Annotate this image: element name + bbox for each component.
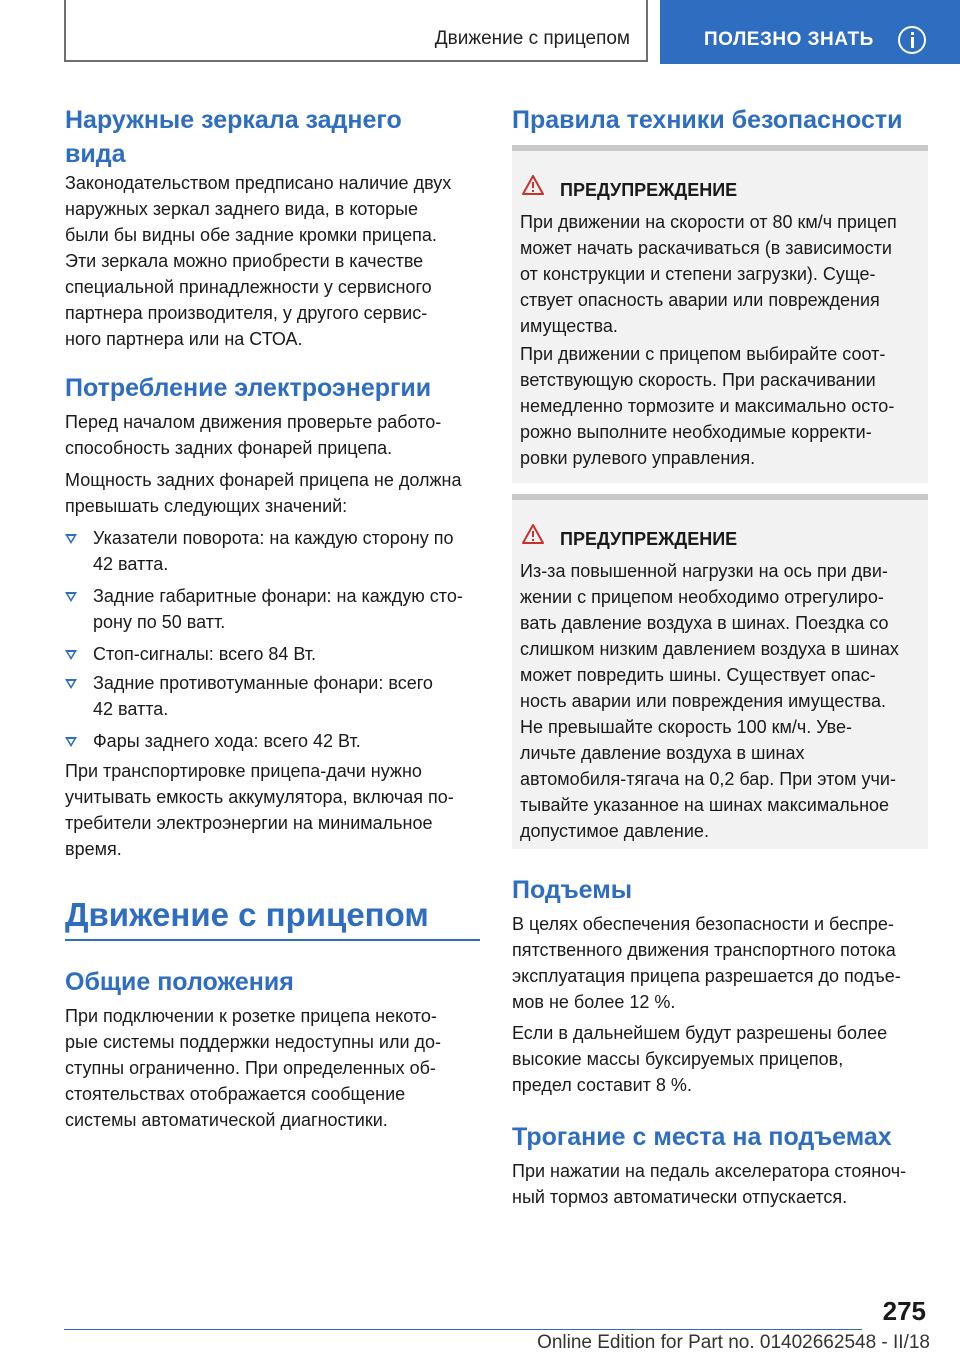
tab-label: ПОЛЕЗНО ЗНАТЬ (704, 29, 874, 50)
text-line: слишком низким давлением воздуха в шинах (520, 639, 899, 659)
warning-title: ПРЕДУПРЕЖДЕНИЕ (560, 529, 738, 549)
text-line: рожно выполните необходимые корректи- (520, 422, 872, 442)
text-line: автомобиля-тягача на 0,2 бар. При этом учи- (520, 769, 896, 789)
text-line: партнера производителя, у другого сервис- (65, 303, 428, 323)
warning-paragraph (520, 209, 928, 339)
bullet-triangle-icon (65, 737, 77, 747)
warning-paragraph (520, 341, 928, 471)
text-line: Перед началом движения проверьте работо- (65, 412, 442, 432)
text-line: 42 ватта. (93, 554, 169, 574)
text-line: вать давление воздуха в шинах. Поездка со (520, 613, 889, 633)
mirrors-heading (65, 103, 402, 171)
text-line: способность задних фонарей прицепа. (65, 438, 393, 458)
text-line: немедленно тормозите и максимально осто- (520, 396, 895, 416)
text-line: Задние противотуманные фонари: всего (93, 673, 433, 693)
text-line: При подключении к розетке прицепа некото- (65, 1006, 437, 1026)
text-line: стоятельствах отображается сообщение (65, 1084, 406, 1104)
text-line: При нажатии на педаль акселератора стояноч- (512, 1161, 907, 1181)
slopes-paragraph-2 (512, 1020, 887, 1098)
power-paragraph-3 (65, 758, 454, 862)
text-line: ный тормоз автоматически отпускается. (512, 1187, 848, 1207)
text-line: ветствующую скорость. При раскачивании (520, 370, 876, 390)
text-line: Не превышайте скорость 100 км/ч. Уве- (520, 717, 853, 737)
text-line: тывайте указанное на шинах максимальное (520, 795, 890, 815)
chapter-title: Движение с прицепом (65, 896, 429, 933)
text-line: рые системы поддержки недоступны или до- (65, 1032, 442, 1052)
text-line: были бы видны обе задние кромки прицепа. (65, 225, 437, 245)
info-icon (898, 26, 926, 54)
text-line: ного партнера или на СТОА. (65, 329, 303, 349)
text-line: допустимое давление. (520, 821, 709, 841)
heading-line: Наружные зеркала заднего (65, 106, 402, 134)
bullet-triangle-icon (65, 534, 77, 544)
text-line: 42 ватта. (93, 699, 169, 719)
bullet-triangle-icon (65, 650, 77, 660)
text-line: При транспортировке прицепа-дачи нужно (65, 761, 422, 781)
warning-paragraph (520, 558, 928, 844)
warning-triangle-icon (522, 524, 544, 544)
text-line: При движении с прицепом выбирайте соот- (520, 344, 886, 364)
section-header (64, 0, 648, 62)
list-item (65, 583, 480, 635)
text-line: может начать раскачиваться (в зависимости (520, 238, 892, 258)
list-item (65, 525, 480, 577)
text-line: Указатели поворота: на каждую сторону по (93, 528, 454, 548)
power-paragraph-2 (65, 467, 461, 519)
text-line: требители электроэнергии на минимальное (65, 813, 433, 833)
text-line: пятственного движения транспортного потока (512, 940, 896, 960)
general-paragraph (65, 1003, 441, 1133)
text-line: Если в дальнейшем будут разрешены более (512, 1023, 888, 1043)
text-line: рону по 50 ватт. (93, 612, 226, 632)
text-line: высокие массы буксируемых прицепов, (512, 1049, 844, 1069)
mirrors-paragraph (65, 170, 451, 352)
chapter-divider (65, 939, 480, 941)
text-line: Задние габаритные фонари: на каждую сто- (93, 586, 463, 606)
text-line: системы автоматической диагностики. (65, 1110, 388, 1130)
useful-info-tab[interactable] (660, 0, 960, 64)
text-line: специальной принадлежности у сервисного (65, 277, 432, 297)
text-line: наружных зеркал заднего вида, в которые (65, 199, 419, 219)
text-line: превышать следующих значений: (65, 496, 348, 516)
text-line: имущества. (520, 316, 618, 336)
start-on-slope-paragraph (512, 1158, 906, 1210)
text-line: мов не более 12 %. (512, 992, 676, 1012)
text-line: Мощность задних фонарей прицепа не должна (65, 470, 462, 490)
list-item (65, 670, 480, 722)
heading-line: вида (65, 140, 126, 168)
text-line: При движении на скорости от 80 км/ч прицеп (520, 212, 897, 232)
edition-note: Online Edition for Part no. 01402662548 - II/18 (537, 1332, 930, 1353)
page-number: 275 (882, 1296, 926, 1326)
text-line: эксплуатация прицепа разрешается до подъе- (512, 966, 901, 986)
text-line: Эти зеркала можно приобрести в качестве (65, 251, 424, 271)
text-line: от конструкции и степени загрузки). Суще- (520, 264, 876, 284)
text-line: жении с прицепом необходимо отрегулиро- (520, 587, 884, 607)
bullet-triangle-icon (65, 592, 77, 602)
start-on-slope-heading: Трогание с места на подъемах (512, 1123, 892, 1151)
list-item (65, 728, 480, 754)
text-line: может повредить шины. Существует опас- (520, 665, 876, 685)
text-line: ступны ограниченно. При определенных об- (65, 1058, 436, 1078)
text-line: Стоп-сигналы: всего 84 Вт. (93, 644, 317, 664)
warning-box (512, 494, 928, 849)
power-heading: Потребление электроэнергии (65, 374, 432, 402)
warning-title: ПРЕДУПРЕЖДЕНИЕ (560, 180, 738, 200)
warning-box (512, 145, 928, 483)
slopes-heading: Подъемы (512, 876, 633, 904)
general-heading: Общие положения (65, 968, 294, 996)
warning-triangle-icon (522, 175, 544, 195)
section-title: Движение с прицепом (434, 28, 630, 49)
list-item (65, 641, 480, 667)
text-line: время. (65, 839, 122, 859)
slopes-paragraph-1 (512, 911, 901, 1015)
footer-divider (64, 1329, 862, 1330)
text-line: учитывать емкость аккумулятора, включая по- (65, 787, 454, 807)
text-line: ровки рулевого управления. (520, 448, 756, 468)
text-line: ствует опасность аварии или повреждения (520, 290, 880, 310)
text-line: Из-за повышенной нагрузки на ось при дви- (520, 561, 888, 581)
text-line: Фары заднего хода: всего 42 Вт. (93, 731, 361, 751)
text-line: предел составит 8 %. (512, 1075, 692, 1095)
text-line: ность аварии или повреждения имущества. (520, 691, 886, 711)
text-line: личьте давление воздуха в шинах (520, 743, 805, 763)
text-line: Законодательством предписано наличие двух (65, 173, 452, 193)
text-line: В целях обеспечения безопасности и беспре- (512, 914, 894, 934)
safety-heading: Правила техники безопасности (512, 106, 903, 134)
power-paragraph-1 (65, 409, 441, 461)
bullet-triangle-icon (65, 679, 77, 689)
